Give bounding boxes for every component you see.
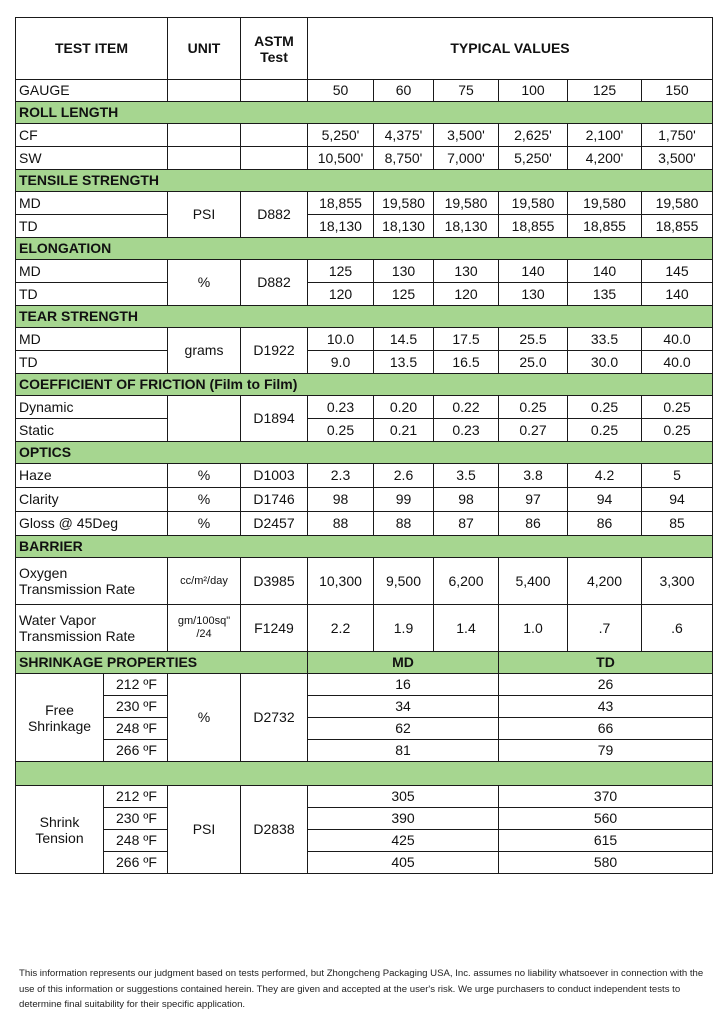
value-cell: 130: [499, 283, 568, 306]
unit-cell: %: [168, 488, 241, 512]
temperature-cell: 266 ºF: [104, 740, 168, 762]
unit-line2: /24: [196, 628, 212, 640]
value-cell: 94: [568, 488, 642, 512]
free-shrinkage-row: [16, 674, 713, 696]
section-barrier: [16, 536, 713, 558]
td-value-cell: 26: [499, 674, 713, 696]
section-roll-length-title: ROLL LENGTH: [16, 102, 713, 124]
temperature-cell: 212 ºF: [104, 786, 168, 808]
header-astm-line2: Test: [260, 48, 288, 65]
value-cell: 8,750': [374, 147, 434, 170]
row-label-line2: Transmission Rate: [19, 628, 136, 644]
td-value-cell: 615: [499, 830, 713, 852]
row-label: Gloss @ 45Deg: [16, 512, 168, 536]
value-cell: 140: [568, 260, 642, 283]
value-cell: 19,580: [642, 192, 713, 215]
astm-cell: D1746: [241, 488, 308, 512]
value-cell: 140: [499, 260, 568, 283]
unit-cell: cc/m²/day: [168, 558, 241, 605]
value-cell: 25.5: [499, 328, 568, 351]
value-cell: 135: [568, 283, 642, 306]
value-cell: 3,300: [642, 558, 713, 605]
value-cell: 18,855: [499, 215, 568, 238]
empty-cell: [241, 124, 308, 147]
value-cell: 5,250': [499, 147, 568, 170]
header-astm-line1: ASTM: [254, 32, 294, 49]
free-shrinkage-row: [16, 718, 713, 740]
shrink-tension-row: [16, 808, 713, 830]
astm-cell: D2838: [241, 786, 308, 874]
value-cell: .7: [568, 605, 642, 652]
row-label-line1: Water Vapor: [19, 612, 97, 628]
value-cell: 0.27: [499, 419, 568, 442]
value-cell: 6,200: [434, 558, 499, 605]
value-cell: 97: [499, 488, 568, 512]
value-cell: 3,500': [434, 124, 499, 147]
empty-cell: [168, 147, 241, 170]
value-cell: 98: [434, 488, 499, 512]
section-elongation-row: [16, 283, 713, 306]
row-label: [16, 605, 168, 652]
astm-cell: F1249: [241, 605, 308, 652]
section-optics: [16, 442, 713, 464]
astm-cell: D3985: [241, 558, 308, 605]
value-cell: 0.25: [568, 419, 642, 442]
section-tensile-strength: [16, 170, 713, 192]
value-cell: 33.5: [568, 328, 642, 351]
value-cell: 0.25: [642, 419, 713, 442]
td-value-cell: 580: [499, 852, 713, 874]
section-coefficient-of-friction-title: COEFFICIENT OF FRICTION (Film to Film): [16, 374, 713, 396]
row-label: CF: [16, 124, 168, 147]
section-coefficient-of-friction: [16, 374, 713, 396]
value-cell: 18,855: [568, 215, 642, 238]
section-roll-length: [16, 102, 713, 124]
value-cell: 10,500': [308, 147, 374, 170]
header-test-item: TEST ITEM: [16, 18, 168, 80]
md-value-cell: 81: [308, 740, 499, 762]
unit-cell: [168, 605, 241, 652]
section-tear-strength: [16, 306, 713, 328]
section-elongation-title: ELONGATION: [16, 238, 713, 260]
value-cell: 0.25: [568, 396, 642, 419]
td-value-cell: 79: [499, 740, 713, 762]
value-cell: 86: [499, 512, 568, 536]
optics-row: [16, 512, 713, 536]
value-cell: 85: [642, 512, 713, 536]
value-cell: 18,130: [434, 215, 499, 238]
green-spacer-band: [16, 762, 713, 786]
row-label: Haze: [16, 464, 168, 488]
value-cell: 100: [499, 80, 568, 102]
value-cell: 2,625': [499, 124, 568, 147]
row-label: TD: [16, 283, 168, 306]
header-astm: [241, 18, 308, 80]
value-cell: 99: [374, 488, 434, 512]
value-cell: 50: [308, 80, 374, 102]
value-cell: 0.21: [374, 419, 434, 442]
unit-cell: grams: [168, 328, 241, 374]
header-unit: UNIT: [168, 18, 241, 80]
value-cell: 150: [642, 80, 713, 102]
value-cell: 120: [308, 283, 374, 306]
gauge-label: GAUGE: [16, 80, 168, 102]
temperature-cell: 230 ºF: [104, 808, 168, 830]
value-cell: 40.0: [642, 328, 713, 351]
value-cell: 3.5: [434, 464, 499, 488]
row-label-line1: Oxygen: [19, 565, 68, 581]
value-cell: 13.5: [374, 351, 434, 374]
td-value-cell: 43: [499, 696, 713, 718]
section-tear-strength-row: [16, 328, 713, 351]
label-line2: Shrinkage: [27, 717, 92, 734]
row-label: [16, 558, 168, 605]
optics-row: [16, 464, 713, 488]
row-label-line2: Transmission Rate: [19, 581, 136, 597]
md-value-cell: 425: [308, 830, 499, 852]
value-cell: 16.5: [434, 351, 499, 374]
value-cell: 5,250': [308, 124, 374, 147]
section-tensile-strength-row: [16, 192, 713, 215]
value-cell: 0.25: [308, 419, 374, 442]
temperature-cell: 248 ºF: [104, 718, 168, 740]
free-shrinkage-row: [16, 740, 713, 762]
header-row: [16, 18, 713, 80]
section-tensile-strength-row: [16, 215, 713, 238]
value-cell: 1,750': [642, 124, 713, 147]
empty-cell: [168, 80, 241, 102]
value-cell: 60: [374, 80, 434, 102]
disclaimer-text: This information represents our judgment based on tests performed, but Zhongcheng Packaging USA, Inc. assumes no liability whatsoever in connection with the use of this information or suggestions contained herein. They are given and accepted at the user's risk. We urge purchasers to conduct independent tests to determine final suitability for their specific application.: [19, 968, 704, 1010]
astm-cell: D1922: [241, 328, 308, 374]
empty-cell: [168, 124, 241, 147]
temperature-cell: 212 ºF: [104, 674, 168, 696]
unit-cell: %: [168, 260, 241, 306]
row-label: MD: [16, 260, 168, 283]
section-barrier-title: BARRIER: [16, 536, 713, 558]
empty-cell: [241, 80, 308, 102]
value-cell: 88: [308, 512, 374, 536]
roll-length-row: [16, 124, 713, 147]
md-value-cell: 34: [308, 696, 499, 718]
section-elongation: [16, 238, 713, 260]
value-cell: 2.2: [308, 605, 374, 652]
optics-row: [16, 488, 713, 512]
astm-cell: D2457: [241, 512, 308, 536]
value-cell: 4,200': [568, 147, 642, 170]
row-label: Static: [16, 419, 168, 442]
value-cell: 30.0: [568, 351, 642, 374]
unit-cell: %: [168, 674, 241, 762]
temperature-cell: 248 ºF: [104, 830, 168, 852]
section-optics-title: OPTICS: [16, 442, 713, 464]
value-cell: 0.25: [642, 396, 713, 419]
value-cell: 10.0: [308, 328, 374, 351]
value-cell: 1.0: [499, 605, 568, 652]
label-line2: Tension: [35, 829, 84, 846]
barrier-row: [16, 558, 713, 605]
section-tear-strength-title: TEAR STRENGTH: [16, 306, 713, 328]
value-cell: 18,855: [642, 215, 713, 238]
shrinkage-md-header: MD: [308, 652, 499, 674]
value-cell: 2.3: [308, 464, 374, 488]
td-value-cell: 560: [499, 808, 713, 830]
value-cell: 4,375': [374, 124, 434, 147]
free-shrinkage-label: [16, 674, 104, 762]
value-cell: 0.25: [499, 396, 568, 419]
free-shrinkage-row: [16, 696, 713, 718]
row-label: MD: [16, 192, 168, 215]
row-label: SW: [16, 147, 168, 170]
value-cell: 7,000': [434, 147, 499, 170]
value-cell: 18,855: [308, 192, 374, 215]
td-value-cell: 66: [499, 718, 713, 740]
value-cell: 19,580: [568, 192, 642, 215]
value-cell: 87: [434, 512, 499, 536]
value-cell: 9.0: [308, 351, 374, 374]
value-cell: 130: [374, 260, 434, 283]
section-coefficient-of-friction-row: [16, 419, 713, 442]
value-cell: 9,500: [374, 558, 434, 605]
value-cell: 98: [308, 488, 374, 512]
value-cell: 4,200: [568, 558, 642, 605]
unit-cell: PSI: [168, 786, 241, 874]
md-value-cell: 390: [308, 808, 499, 830]
md-value-cell: 16: [308, 674, 499, 696]
value-cell: 125: [374, 283, 434, 306]
astm-cell: D1894: [241, 396, 308, 442]
value-cell: 5,400: [499, 558, 568, 605]
astm-cell: D882: [241, 260, 308, 306]
md-value-cell: 305: [308, 786, 499, 808]
value-cell: 5: [642, 464, 713, 488]
value-cell: 145: [642, 260, 713, 283]
shrinkage-header-row: [16, 652, 713, 674]
value-cell: 14.5: [374, 328, 434, 351]
value-cell: 3,500': [642, 147, 713, 170]
roll-length-row: [16, 147, 713, 170]
value-cell: 2.6: [374, 464, 434, 488]
value-cell: 17.5: [434, 328, 499, 351]
value-cell: 25.0: [499, 351, 568, 374]
spec-table: [15, 17, 713, 874]
row-label: TD: [16, 351, 168, 374]
label-line1: Shrink: [39, 813, 80, 830]
row-label: Clarity: [16, 488, 168, 512]
astm-cell: D2732: [241, 674, 308, 762]
value-cell: 19,580: [499, 192, 568, 215]
astm-cell: D1003: [241, 464, 308, 488]
shrinkage-td-header: TD: [499, 652, 713, 674]
value-cell: 1.4: [434, 605, 499, 652]
value-cell: 1.9: [374, 605, 434, 652]
section-elongation-row: [16, 260, 713, 283]
shrink-tension-label: [16, 786, 104, 874]
row-label: TD: [16, 215, 168, 238]
temperature-cell: 230 ºF: [104, 696, 168, 718]
row-label: MD: [16, 328, 168, 351]
label-line1: Free: [45, 701, 74, 718]
value-cell: 75: [434, 80, 499, 102]
header-typical-values: TYPICAL VALUES: [308, 18, 713, 80]
gauge-row: [16, 80, 713, 102]
value-cell: 130: [434, 260, 499, 283]
barrier-row: [16, 605, 713, 652]
value-cell: 19,580: [374, 192, 434, 215]
md-value-cell: 405: [308, 852, 499, 874]
section-tear-strength-row: [16, 351, 713, 374]
value-cell: 94: [642, 488, 713, 512]
value-cell: 4.2: [568, 464, 642, 488]
value-cell: 0.22: [434, 396, 499, 419]
unit-cell: %: [168, 512, 241, 536]
value-cell: 86: [568, 512, 642, 536]
empty-cell: [241, 147, 308, 170]
value-cell: 18,130: [374, 215, 434, 238]
section-coefficient-of-friction-row: [16, 396, 713, 419]
value-cell: 88: [374, 512, 434, 536]
value-cell: .6: [642, 605, 713, 652]
value-cell: 2,100': [568, 124, 642, 147]
value-cell: 125: [568, 80, 642, 102]
md-value-cell: 62: [308, 718, 499, 740]
value-cell: 125: [308, 260, 374, 283]
value-cell: 40.0: [642, 351, 713, 374]
unit-line1: gm/100sq": [177, 615, 231, 627]
astm-cell: D882: [241, 192, 308, 238]
shrink-tension-row: [16, 852, 713, 874]
value-cell: 19,580: [434, 192, 499, 215]
unit-cell: %: [168, 464, 241, 488]
td-value-cell: 370: [499, 786, 713, 808]
value-cell: 0.20: [374, 396, 434, 419]
spacer-row: [16, 762, 713, 786]
section-tensile-strength-title: TENSILE STRENGTH: [16, 170, 713, 192]
unit-cell: PSI: [168, 192, 241, 238]
value-cell: 0.23: [434, 419, 499, 442]
value-cell: 140: [642, 283, 713, 306]
shrink-tension-row: [16, 786, 713, 808]
section-shrinkage-title: SHRINKAGE PROPERTIES: [16, 652, 308, 674]
value-cell: 3.8: [499, 464, 568, 488]
value-cell: 10,300: [308, 558, 374, 605]
value-cell: 0.23: [308, 396, 374, 419]
shrink-tension-row: [16, 830, 713, 852]
temperature-cell: 266 ºF: [104, 852, 168, 874]
row-label: Dynamic: [16, 396, 168, 419]
empty-cell: [168, 396, 241, 442]
value-cell: 120: [434, 283, 499, 306]
value-cell: 18,130: [308, 215, 374, 238]
